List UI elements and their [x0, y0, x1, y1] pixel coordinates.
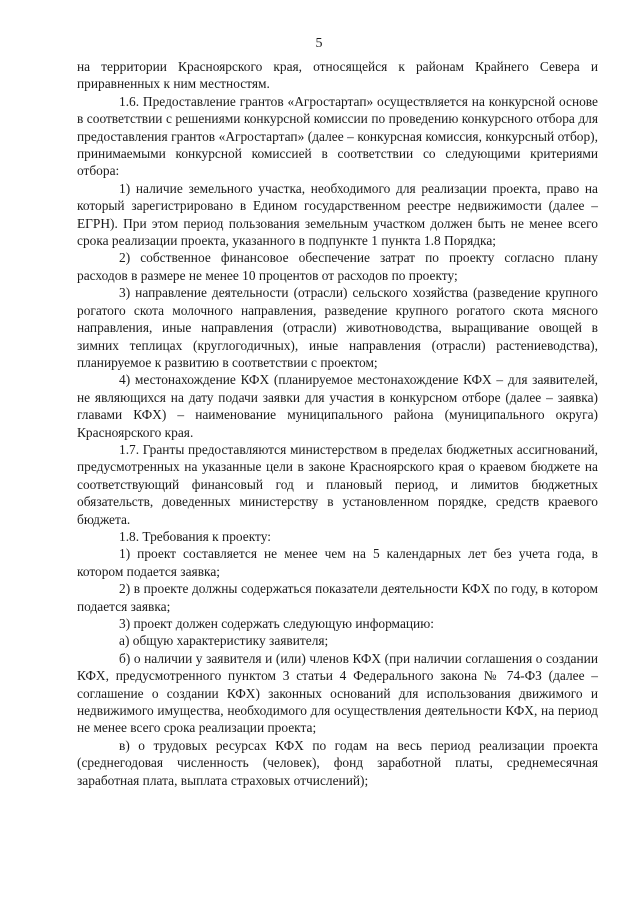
requirement-3-b: б) о наличии у заявителя и (или) членов КФХ (при наличии соглашения о создании КФХ, предусмотренного пунктом 3 статьи 4 Федерального закона № 74-ФЗ (далее – соглашение о создании КФХ) законных оснований для использования движимого и недвижимого имущества, необходимого для осуществления деятельности КФХ, на период не менее всего срока реализации проекта;	[77, 650, 598, 736]
criterion-1: 1) наличие земельного участка, необходимого для реализации проекта, право на который зарегистрировано в Едином государственном реестре недвижимости (далее – ЕГРН). При этом период пользования земельным участком должен быть не менее всего срока реализации проекта, указанного в подпункте 1 пункта 1.8 Порядка;	[77, 180, 598, 249]
paragraph-continuation: на территории Красноярского края, относящейся к районам Крайнего Севера и приравненных к ним местностям.	[77, 59, 598, 92]
paragraph-1-7: 1.7. Гранты предоставляются министерством в пределах бюджетных ассигнований, предусмотренных на указанные цели в законе Красноярского края о краевом бюджете на соответствующий финансовый год и плановый период, и лимитов бюджетных обязательств, доведенных министерству в установленном порядке, средств краевого бюджета.	[77, 441, 598, 527]
requirement-3-c: в) о трудовых ресурсах КФХ по годам на весь период реализации проекта (среднегодовая численность (человек), фонд заработной платы, среднемесячная заработная плата, выплата страховых отчислений);	[77, 737, 598, 788]
page-number: 5	[315, 36, 323, 51]
requirement-2: 2) в проекте должны содержаться показатели деятельности КФХ по году, в котором подается заявка;	[77, 581, 598, 614]
requirement-3-a: а) общую характеристику заявителя;	[119, 633, 329, 649]
criterion-4: 4) местонахождение КФХ (планируемое местонахождение КФХ – для заявителей, не являющихся на дату подачи заявки для участия в конкурсном отборе (далее – заявка) главами КФХ) – наименование муниципального района (муниципального округа) Красноярского края.	[77, 372, 598, 440]
paragraph-1-8-heading: 1.8. Требования к проекту:	[119, 528, 271, 544]
criterion-2: 2) собственное финансовое обеспечение затрат по проекту согласно плану расходов в размере не менее 10 процентов от расходов по проекту;	[77, 250, 598, 283]
paragraph-1-6: 1.6. Предоставление грантов «Агростартап» осуществляется на конкурсной основе в соответствии с решениями конкурсной комиссии по проведению конкурсного отбора для предоставления грантов «Агростартап» (далее – конкурсная комиссия, конкурсный отбор), принимаемыми конкурсной комиссией в соответствии со следующими критериями отбора:	[77, 93, 598, 179]
requirement-1: 1) проект составляется не менее чем на 5 календарных лет без учета года, в котором подается заявка;	[77, 546, 598, 579]
requirement-3: 3) проект должен содержать следующую информацию:	[119, 616, 434, 631]
criterion-3: 3) направление деятельности (отрасли) сельского хозяйства (разведение крупного рогатого скота молочного направления, разведение крупного рогатого скота мясного направления, иные направления (отрасли) животноводства, выращивание овощей в зимних теплицах (круглогодичных), иные направления (отрасли) растениеводства), планируемое к развитию в соответствии с проектом;	[77, 285, 598, 370]
document-body	[77, 58, 598, 789]
